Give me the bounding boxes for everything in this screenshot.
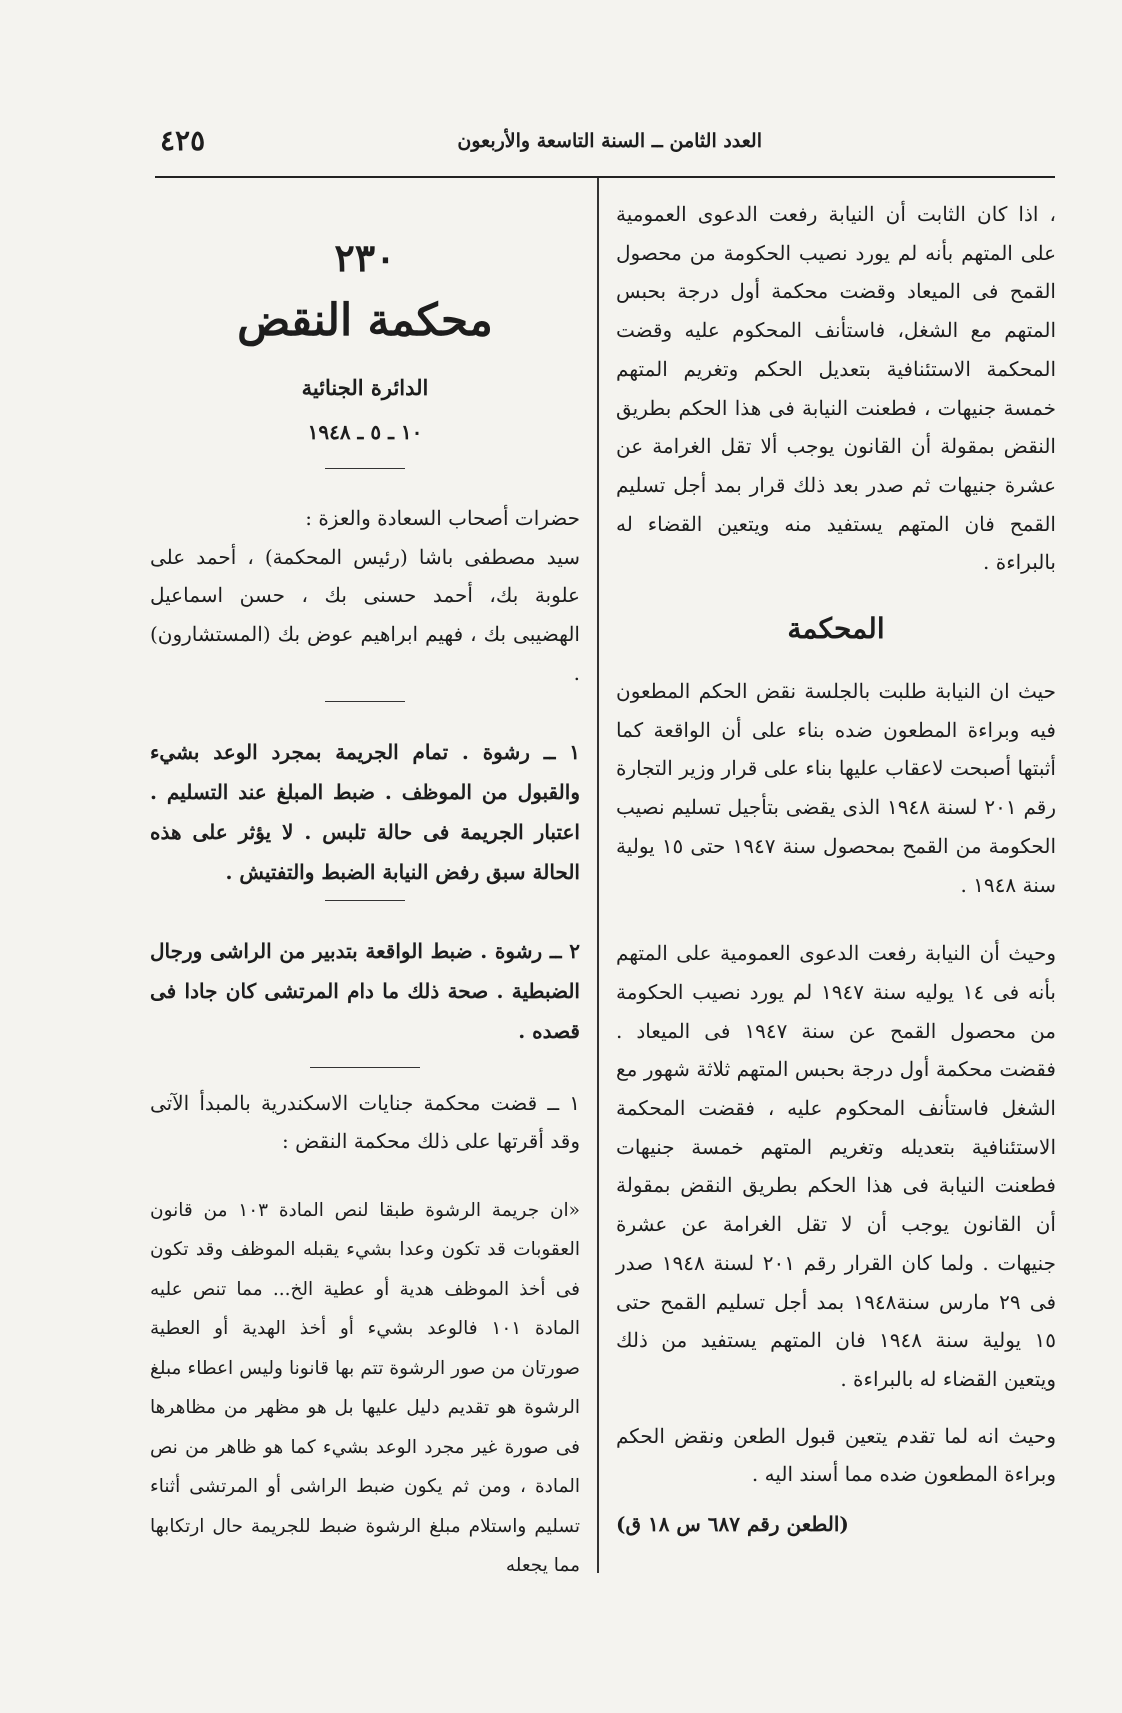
case-number: ٢٣٠	[334, 235, 396, 280]
court-paragraph-2: وحيث أن النيابة رفعت الدعوى العمومية على المتهم بأنه فى ١٤ يوليه سنة ١٩٤٧ لم يورد نصيب الحكومة من محصول القمح عن سنة ١٩٤٧ فى الميعاد . فقضت محكمة أول درجة بحبس المتهم ثلاثة شهور مع الشغل فاستأنف المحكوم عليه ، فقضت المحكمة الاستئنافية بتعديله وتغريم المتهم خمسة جنيهات فطعنت النيابة فى هذا الحكم بطريق النقض بمقولة أن القانون يوجب أن لا تقل الغرامة عن عشرة جنيهات . ولما كان القرار رقم ٢٠١ لسنة ١٩٤٨ صدر فى ٢٩ مارس سنة١٩٤٨ بمد أجل تسليم القمح حتى ١٥ يولية سنة ١٩٤٨ فان المتهم يستفيد من ذلك ويتعين القضاء له بالبراءة .	[616, 941, 1056, 1391]
principle-1: ١ ــ رشوة . تمام الجريمة بمجرد الوعد بشيء والقبول من الموظف . ضبط المبلغ عند التسليم . اعتبار الجريمة فى حالة تلبس . لا يؤثر على هذه الحالة سبق رفض النيابة الضبط والتفتيش .	[150, 739, 580, 884]
court-paragraph-1: حيث ان النيابة طلبت بالجلسة نقض الحكم المطعون فيه وبراءة المطعون ضده بناء على أن الواقعة كما أثبتها أصبحت لاعقاب عليها بناء على قرار وزير التجارة رقم ٢٠١ لسنة ١٩٤٨ الذى يقضى بتأجيل تسليم نصيب الحكومة من القمح بمحصول سنة ١٩٤٧ حتى ١٥ يولية سنة ١٩٤٨ .	[616, 679, 1056, 897]
attendees-list: سيد مصطفى باشا (رئيس المحكمة) ، أحمد على علوبة بك، أحمد حسنى بك ، حسن اسماعيل الهضيبى بك ، فهيم ابراهيم عوض بك (المستشارون) .	[150, 544, 580, 685]
section-rule	[325, 701, 405, 702]
principle-2: ٢ ــ رشوة . ضبط الواقعة بتدبير من الراشى ورجال الضبطية . صحة ذلك ما دام المرتشى كان جادا فى قصده .	[150, 938, 580, 1043]
quoted-judgment: «ان جريمة الرشوة طبقا لنص المادة ١٠٣ من قانون العقوبات قد تكون وعدا بشيء يقبله الموظف وقد تكون فى أخذ الموظف هدية أو عطية الخ... مما تنص عليه المادة ١٠١ فالوعد بشيء أو أخذ الهدية أو العطية صورتان من صور الرشوة تتم بها قانونا وليس اعطاء مبلغ الرشوة هو تقديم دليل عليها بل هو مظهر من مظاهرها فى صورة غير مجرد الوعد بشيء كما هو ظاهر من نص المادة ، ومن ثم يكون ضبط الراشى أو المرتشى أثناء تسليم واستلام مبلغ الرشوة ضبط للجريمة حال ارتكابها مما يجعله	[150, 1199, 580, 1577]
session-date: ١٠ ـ ٥ ـ ١٩٤٨	[307, 420, 423, 444]
header-rule	[155, 176, 1055, 178]
right-column	[616, 195, 1056, 1536]
left-column	[150, 235, 580, 1586]
running-title: العدد الثامن ــ السنة التاسعة والأربعون	[457, 130, 762, 152]
court-paragraph-3: وحيث انه لما تقدم يتعين قبول الطعن ونقض الحكم وبراءة المطعون ضده مما أسند اليه .	[616, 1423, 1056, 1487]
ruling-paragraph: ، اذا كان الثابت أن النيابة رفعت الدعوى العمومية على المتهم بأنه لم يورد نصيب الحكومة من محصول القمح فى الميعاد وقضت محكمة أول درجة بحبس المتهم مع الشغل، فاستأنف المحكوم عليه وقضت المحكمة الاستئنافية بتعديل الحكم وتغريم المتهم خمسة جنيهات ، فطعنت النيابة فى هذا الحكم بطريق النقض بمقولة أن القانون يوجب ألا تقل الغرامة عن عشرة جنيهات ثم صدر بعد ذلك قرار بمد أجل تسليم القمح فان المتهم يستفيد منه ويتعين القضاء له بالبراءة .	[616, 202, 1056, 575]
court-heading: المحكمة	[787, 612, 885, 646]
running-header	[160, 124, 1052, 170]
section-rule	[325, 468, 405, 469]
section-rule	[310, 1067, 420, 1068]
chamber-name: الدائرة الجنائية	[301, 375, 429, 400]
section-rule	[325, 900, 405, 901]
column-divider	[597, 178, 599, 1573]
page-number: ٤٢٥	[160, 124, 206, 157]
summary-paragraph: ١ ــ قضت محكمة جنايات الاسكندرية بالمبدأ الآتى وقد أقرتها على ذلك محكمة النقض :	[150, 1090, 580, 1154]
attendees-intro: حضرات أصحاب السعادة والعزة :	[305, 506, 580, 530]
appeal-citation: (الطعن رقم ٦٨٧ س ١٨ ق)	[616, 1512, 849, 1537]
court-name: محكمة النقض	[237, 295, 493, 346]
